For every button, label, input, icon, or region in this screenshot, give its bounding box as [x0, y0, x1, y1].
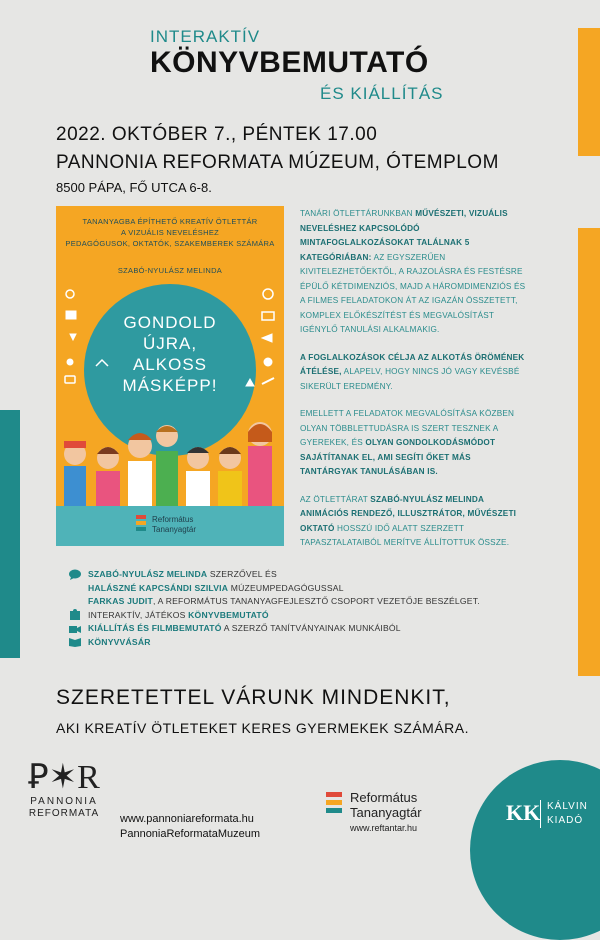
- orange-side-bar-right: [578, 228, 600, 676]
- children-illustration: [56, 416, 284, 516]
- description-p3: EMELLETT A FELADATOK MEGVALÓSÍTÁSA KÖZBEN OLYAN TÖBBLETTUDÁSRA IS SZERT TESZNEK A GYEREKEK, ÉS OLYAN GONDOLKODÁSMÓDOT SAJÁTÍTANAK EL, AMI SEGÍTI ŐKET MÁS TANTÁRGYAK TANULÁSÁBAN IS.: [300, 409, 515, 476]
- book-description: [300, 207, 528, 564]
- program-item-bookfair: KÖNYVVÁSÁR: [68, 636, 480, 650]
- film-icon: [68, 622, 82, 634]
- header-line3: ÉS KIÁLLÍTÁS: [320, 84, 444, 103]
- open-book-icon: [68, 636, 82, 648]
- book-subtitle: TANANYAGBA ÉPÍTHETŐ KREATÍV ÖTLETTÁR A VIZUÁLIS NEVELÉSHEZ PEDAGÓGUSOK, OKTATÓK, SZAKEMBEREK SZÁMÁRA: [65, 217, 275, 248]
- rt-name-2: Tananyagtár: [350, 805, 422, 820]
- speech-bubble-icon: [68, 568, 82, 580]
- pr-name-2: REFORMATA: [28, 808, 100, 819]
- pannonia-reformata-logo: [24, 760, 104, 820]
- book-publisher-2: Tananyagtár: [152, 525, 197, 534]
- book-publisher-1: Református: [152, 515, 194, 524]
- header-line2: KÖNYVBEMUTATÓ: [150, 46, 429, 79]
- welcome-line2: AKI KREATÍV ÖTLETEKET KERES GYERMEKEK SZÁMÁRA.: [56, 720, 470, 736]
- orange-side-bar-top: [578, 28, 600, 156]
- event-date: 2022. OKTÓBER 7., PÉNTEK 17.00: [56, 124, 378, 145]
- reftantar-link[interactable]: www.reftantar.hu: [350, 823, 418, 833]
- event-address: 8500 PÁPA, FŐ UTCA 6-8.: [56, 180, 212, 195]
- book-title-1: GONDOLD: [123, 313, 217, 332]
- teal-side-bar-left: [0, 410, 20, 658]
- rt-name-1: Református: [350, 790, 418, 805]
- kk-name-2: KIADÓ: [547, 815, 584, 826]
- kk-name-1: KÁLVIN: [547, 801, 588, 812]
- program-item-presentation: INTERAKTÍV, JÁTÉKOS KÖNYVBEMUTATÓ: [68, 609, 480, 623]
- book-bottom-band: [56, 506, 284, 546]
- program-list: [68, 568, 480, 649]
- program-item-exhibition: KIÁLLÍTÁS ÉS FILMBEMUTATÓ A SZERZŐ TANÍTVÁNYAINAK MUNKÁIBÓL: [68, 622, 480, 636]
- book-title-4: MÁSKÉPP!: [122, 376, 218, 395]
- book-title-3: ALKOSS: [132, 355, 208, 374]
- header-line1: INTERAKTÍV: [150, 27, 261, 46]
- description-p1: TANÁRI ÖTLETTÁRUNKBAN MŰVÉSZETI, VIZUÁLIS NEVELÉSHEZ KAPCSOLÓDÓ MINTAFOGLALKOZÁSOKAT TALÁLNAK 5 KATEGÓRIÁBAN: AZ EGYSZERŰEN KIVITELEZHETŐEKTŐL, A RAJZOLÁSRA ÉS FESTÉSRE ÉPÜLŐ KÉTDIMENZIÓS, MAJD A HÁROMDIMENZIÓS ÉS A FILMES FELADATOKON ÁT AZ IGAZÁN ÖSSZETETT, KOMPLEX ELŐKÉSZÍTÉST ÉS MEGVALÓSÍTÁST IGÉNYLŐ TANULÁSI ALKALMAKIG.: [300, 209, 526, 334]
- pannonia-facebook-link[interactable]: PannoniaReformataMuzeum: [120, 828, 261, 840]
- program-item-talk: SZABÓ-NYULÁSZ MELINDA SZERZŐVEL ÉS HALÁSZNÉ KAPCSÁNDI SZILVIA MÚZEUMPEDAGÓGUSSAL FARKAS JUDIT, A REFORMÁTUS TANANYAGFEJLESZTŐ CSOPORT VEZETŐJE BESZÉLGET.: [68, 568, 480, 609]
- welcome-line1: SZERETETTEL VÁRUNK MINDENKIT,: [56, 686, 451, 709]
- description-p4: AZ ÖTLETTÁRAT SZABÓ-NYULÁSZ MELINDA ANIMÁCIÓS RENDEZŐ, ILLUSZTRÁTOR, MŰVÉSZETI OKTATÓ HOSSZÚ IDŐ ALATT SZERZETT TAPASZTALATAIBÓL MERÍTVE ÁLLÍTOTTUK ÖSSZE.: [300, 494, 517, 547]
- kalvin-kiado-monogram: KK: [506, 800, 541, 825]
- puzzle-icon: [68, 609, 82, 621]
- book-author: SZABÓ-NYULÁSZ MELINDA: [117, 266, 223, 275]
- event-venue: PANNONIA REFORMATA MÚZEUM, ÓTEMPLOM: [56, 152, 499, 173]
- kalvin-kiado-corner: [470, 760, 600, 940]
- description-p2: A FOGLALKOZÁSOK CÉLJA AZ ALKOTÁS ÖRÖMÉNEK ÁTÉLÉSE, ALAPELV, HOGY NINCS JÓ VAGY KEVÉSBÉ SIKERÜLT EREDMÉNY.: [300, 352, 525, 391]
- pr-monogram: Ꝑ✶R: [28, 759, 100, 796]
- pannonia-website-link[interactable]: www.pannoniareformata.hu: [120, 813, 254, 825]
- tananyagtar-stripes-icon: [326, 792, 342, 813]
- book-cover: [56, 206, 284, 546]
- pr-name-1: PANNONIA: [30, 796, 98, 807]
- tananyagtar-logo-icon: [136, 515, 146, 537]
- book-title-2: ÚJRA,: [142, 334, 198, 353]
